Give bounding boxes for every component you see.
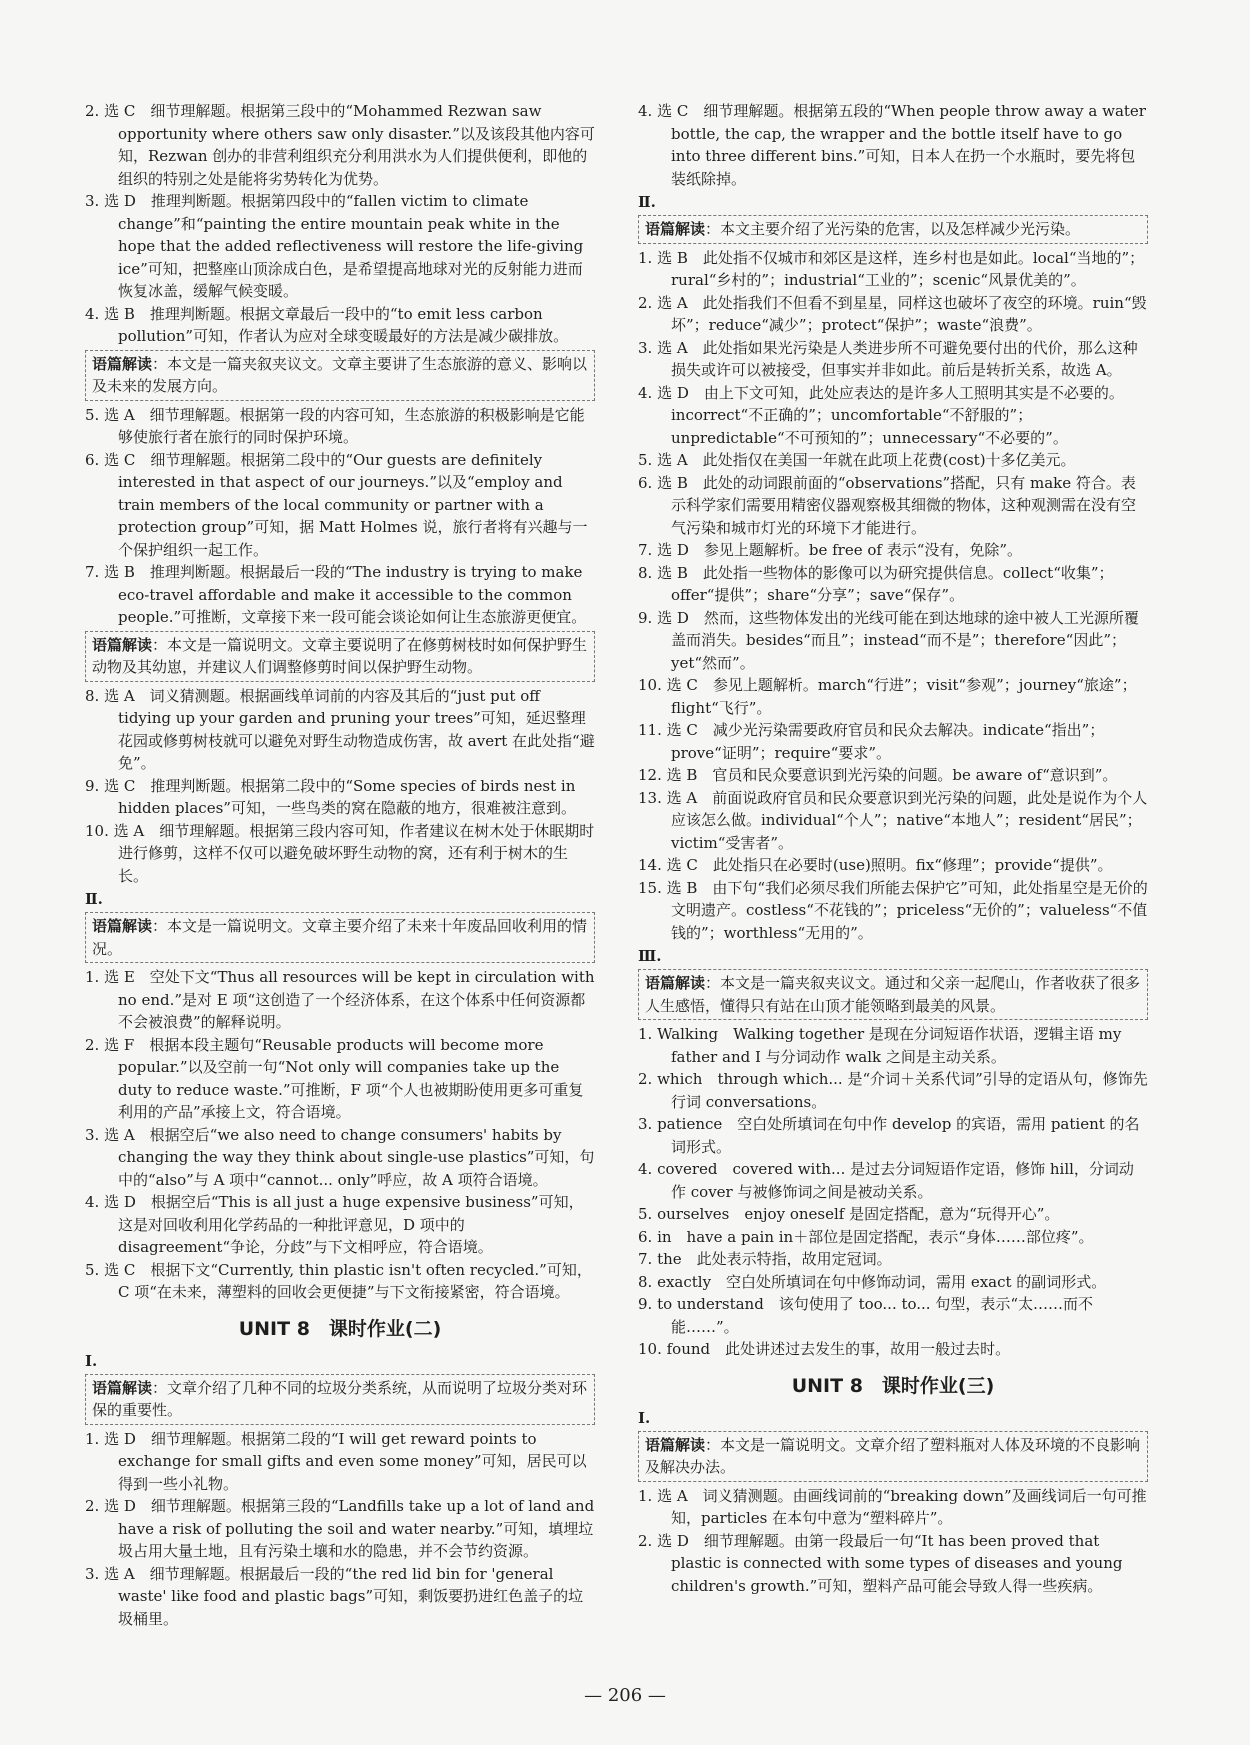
passage-summary-text: ：本文是一篇说明文。文章主要说明了在修剪树枝时如何保护野生动物及其幼崽，并建议人们调整修剪时间以保护野生动物。 bbox=[92, 635, 588, 676]
answer-item: 4. 选 C 细节理解题。根据第五段的“When people throw away a water bottle, the cap, the wrapper and the bottle itself have to go into three different bins.”可知，日本人在扔一个水瓶时，要先将包装纸除掉。 bbox=[638, 102, 1146, 188]
passage-summary-box bbox=[638, 1431, 1148, 1482]
answer-item: 9. to understand 该句使用了 too... to... 句型，表示“太……而不能……”。 bbox=[638, 1295, 1094, 1336]
answer-item: 5. 选 A 此处指仅在美国一年就在此项上花费(cost)十多亿美元。 bbox=[638, 451, 1076, 469]
part-numeral: Ⅱ. bbox=[85, 890, 103, 908]
answer-item: 5. 选 A 细节理解题。根据第一段的内容可知，生态旅游的积极影响是它能够使旅行者在旅行的同时保护环境。 bbox=[85, 405, 585, 446]
passage-summary-box bbox=[85, 350, 595, 401]
answer-item: 14. 选 C 此处指只在必要时(use)照明。fix“修理”；provide“提供”。 bbox=[638, 856, 1113, 874]
passage-summary-box bbox=[85, 631, 595, 682]
answer-item: 4. 选 B 推理判断题。根据文章最后一段中的“to emit less carbon pollution”可知，作者认为应对全球变暖最好的方法是减少碳排放。 bbox=[85, 304, 569, 345]
left-column bbox=[85, 100, 595, 1630]
answer-item: 3. 选 A 此处指如果光污染是人类进步所不可避免要付出的代价，那么这种损失或许可以被接受，但事实并非如此。前后是转折关系，故选 A。 bbox=[638, 338, 1138, 379]
answer-item: 10. 选 A 细节理解题。根据第三段内容可知，作者建议在树木处于休眠期时进行修剪，这样不仅可以避免破坏野生动物的窝，还有利于树木的生长。 bbox=[85, 821, 595, 885]
passage-summary-text: ：文章介绍了几种不同的垃圾分类系统，从而说明了垃圾分类对环保的重要性。 bbox=[92, 1378, 588, 1419]
answer-item: 1. 选 A 词义猜测题。由画线词前的“breaking down”及画线词后一句可推知，particles 在本句中意为“塑料碎片”。 bbox=[638, 1486, 1147, 1527]
passage-summary-label: 语篇解读 bbox=[92, 1378, 153, 1397]
answer-item: 4. 选 D 根据空后“This is all just a huge expensive business”可知，这是对回收利用化学药品的一种批评意见，D 项中的 disagreement“争论，分歧”与下文相呼应，符合语境。 bbox=[85, 1193, 584, 1256]
passage-summary-box bbox=[85, 912, 595, 963]
answer-item: 2. 选 F 根据本段主题句“Reusable products will become more popular.”以及空前一句“Not only will companies take up the duty to reduce waste.”可推断，F 项“个人也被期盼使用更多可重复利用的产品”承接上文，符合语境。 bbox=[85, 1035, 584, 1121]
answer-item: 8. 选 A 词义猜测题。根据画线单词前的内容及其后的“just put off tidying up your garden and pruning your trees”可知，延迟整理花园或修剪树枝就可以避免对野生动物造成伤害，故 avert 在此处指“避免”。 bbox=[85, 686, 595, 772]
page-number: — 206 — bbox=[584, 1685, 666, 1706]
part-numeral: Ⅱ. bbox=[638, 193, 656, 211]
answer-item: 2. 选 D 细节理解题。由第一段最后一句“It has been proved that plastic is connected with some types of diseases and young children's growth.”可知，塑料产品可能会导致人得一些疾病。 bbox=[638, 1531, 1123, 1595]
answer-item: 11. 选 C 减少光污染需要政府官员和民众去解决。indicate“指出”；prove“证明”；require“要求”。 bbox=[638, 721, 1105, 762]
answer-item: 3. 选 D 推理判断题。根据第四段中的“fallen victim to climate change”和“painting the entire mountain peak white in the hope that the added reflectiveness will restore the life-giving ice”可知，把整座山顶涂成白色，是希望提高地球对光的反射能力进而恢复冰盖，缓解气候变暖。 bbox=[85, 192, 584, 300]
answer-item: 10. 选 C 参见上题解析。march“行进”；visit“参观”；journey“旅途”；flight“飞行”。 bbox=[638, 676, 1137, 717]
answer-item: 5. ourselves enjoy oneself 是固定搭配，意为“玩得开心”。 bbox=[638, 1205, 1060, 1223]
answer-item: 15. 选 B 由下句“我们必须尽我们所能去保护它”可知，此处指星空是无价的文明遗产。costless“不花钱的”；priceless“无价的”；valueless“不值钱的”；worthless“无用的”。 bbox=[638, 878, 1148, 942]
passage-summary-label: 语篇解读 bbox=[645, 1435, 706, 1454]
answer-item: 7. 选 B 推理判断题。根据最后一段的“The industry is trying to make eco-travel affordable and make it accessible to the common people.”可推断，文章接下来一段可能会谈论如何让生态旅游更便宜。 bbox=[85, 563, 587, 626]
answer-item: 6. 选 C 细节理解题。根据第二段中的“Our guests are definitely interested in that aspect of our journeys.”以及“employ and train members of the local community or partner with a protection group”可知，据 Matt Holmes 说，旅行者将有兴趣与一个保护组织一起工作。 bbox=[85, 450, 588, 559]
answer-item: 13. 选 A 前面说政府官员和民众要意识到光污染的问题，此处是说作为个人应该怎么做。individual“个人”；native“本地人”；resident“居民”；victim“受害者”。 bbox=[638, 788, 1148, 852]
passage-summary-box bbox=[638, 969, 1148, 1020]
answer-item: 7. 选 D 参见上题解析。be free of 表示“没有，免除”。 bbox=[638, 541, 1023, 559]
passage-summary-label: 语篇解读 bbox=[645, 220, 706, 238]
answer-item: 3. 选 A 细节理解题。根据最后一段的“the red lid bin for 'general waste' like food and plastic bags”可知，剩饭要扔进红色盖子的垃圾桶里。 bbox=[85, 1564, 584, 1628]
answer-item: 7. the 此处表示特指，故用定冠词。 bbox=[638, 1250, 892, 1268]
answer-item: 6. 选 B 此处的动词跟前面的“observations”搭配，只有 make 符合。表示科学家们需要用精密仪器观察极其细微的物体，这种观测需在没有空气污染和城市灯光的环境下才能进行。 bbox=[638, 473, 1137, 537]
section-heading: UNIT 8 课时作业(三) bbox=[791, 1374, 995, 1397]
answer-item: 3. patience 空白处所填词在句中作 develop 的宾语，需用 patient 的名词形式。 bbox=[638, 1115, 1140, 1156]
answer-item: 4. 选 D 由上下文可知，此处应表达的是许多人工照明其实是不必要的。incorrect“不正确的”；uncomfortable“不舒服的”；unpredictable“不可预知的”；unnecessary“不必要的”。 bbox=[638, 383, 1124, 447]
passage-summary-label: 语篇解读 bbox=[92, 635, 153, 654]
section-heading: UNIT 8 课时作业(二) bbox=[238, 1317, 442, 1340]
answer-item: 1. 选 E 空处下文“Thus all resources will be kept in circulation with no end.”是对 E 项“这创造了一个经济体系，在这个体系中任何资源都不会被浪费”的解释说明。 bbox=[85, 968, 595, 1031]
answer-item: 2. which through which... 是“介词＋关系代词”引导的定语从句，修饰先行词 conversations。 bbox=[638, 1070, 1148, 1111]
answer-item: 1. 选 D 细节理解题。根据第二段的“I will get reward points to exchange for small gifts and even some money”可知，居民可以得到一些小礼物。 bbox=[85, 1429, 587, 1493]
answer-item: 4. covered covered with... 是过去分词短语作定语，修饰 hill，分词动作 cover 与被修饰词之间是被动关系。 bbox=[638, 1160, 1134, 1201]
part-numeral: Ⅰ. bbox=[85, 1351, 98, 1370]
answer-item: 2. 选 C 细节理解题。根据第三段中的“Mohammed Rezwan saw opportunity where others saw only disaster.”以及该段其他内容可知，Rezwan 创办的非营利组织充分利用洪水为人们提供便利，即他的组织的特别之处是能将劣势转化为优势。 bbox=[85, 102, 595, 188]
answer-item: 10. found 此处讲述过去发生的事，故用一般过去时。 bbox=[638, 1340, 1011, 1358]
answer-item: 2. 选 D 细节理解题。根据第三段的“Landfills take up a lot of land and have a risk of polluting the soil and water nearby.”可知，填埋垃圾占用大量土地，且有污染土壤和水的隐患，并不会节约资源。 bbox=[85, 1497, 595, 1560]
passage-summary-box bbox=[85, 1374, 595, 1425]
answer-item: 1. Walking Walking together 是现在分词短语作状语，逻辑主语 my father and I 与分词动作 walk 之间是主动关系。 bbox=[638, 1025, 1122, 1066]
passage-summary-label: 语篇解读 bbox=[92, 917, 153, 935]
answer-item: 8. exactly 空白处所填词在句中修饰动词，需用 exact 的副词形式。 bbox=[638, 1272, 1107, 1291]
part-numeral: Ⅰ. bbox=[638, 1408, 651, 1427]
answer-item: 6. in have a pain in＋部位是固定搭配，表示“身体……部位疼”。 bbox=[638, 1227, 1094, 1246]
passage-summary-text: ：本文主要介绍了光污染的危害，以及怎样减少光污染。 bbox=[705, 220, 1081, 238]
passage-summary-text: ：本文是一篇夹叙夹议文。文章主要讲了生态旅游的意义、影响以及未来的发展方向。 bbox=[92, 354, 588, 395]
answer-item: 9. 选 D 然而，这些物体发出的光线可能在到达地球的途中被人工光源所覆盖而消失。besides“而且”；instead“而不是”；therefore“因此”；yet“然而”。 bbox=[638, 608, 1139, 672]
answer-item: 2. 选 A 此处指我们不但看不到星星，同样这也破坏了夜空的环境。ruin“毁坏”；reduce“减少”；protect“保护”；waste“浪费”。 bbox=[638, 293, 1147, 334]
passage-summary-label: 语篇解读 bbox=[92, 354, 153, 373]
answer-item: 1. 选 B 此处指不仅城市和郊区是这样，连乡村也是如此。local“当地的”；rural“乡村的”；industrial“工业的”；scenic“风景优美的”。 bbox=[638, 248, 1145, 289]
passage-summary-label: 语篇解读 bbox=[645, 974, 706, 992]
answer-item: 8. 选 B 此处指一些物体的影像可以为研究提供信息。collect“收集”；offer“提供”；share“分享”；save“保存”。 bbox=[638, 563, 1114, 604]
answer-item: 5. 选 C 根据下文“Currently, thin plastic isn't often recycled.”可知，C 项“在未来，薄塑料的回收会更便捷”与下文衔接紧密，符合语境。 bbox=[85, 1260, 592, 1301]
answer-item: 3. 选 A 根据空后“we also need to change consumers' habits by changing the way they think about single-use plastics”可知，句中的“also”与 A 项中“cannot... only”呼应，故 A 项符合语境。 bbox=[85, 1125, 595, 1189]
part-numeral: Ⅲ. bbox=[638, 947, 662, 965]
answer-item: 9. 选 C 推理判断题。根据第二段中的“Some species of birds nest in hidden places”可知，一些鸟类的窝在隐蔽的地方，很难被注意到。 bbox=[85, 776, 576, 817]
passage-summary-box bbox=[638, 215, 1148, 244]
answer-item: 12. 选 B 官员和民众要意识到光污染的问题。be aware of“意识到”。 bbox=[638, 766, 1118, 784]
passage-summary-text: ：本文是一篇说明文。文章介绍了塑料瓶对人体及环境的不良影响及解决办法。 bbox=[645, 1435, 1141, 1476]
right-column bbox=[638, 100, 1148, 1597]
passage-summary-text: ：本文是一篇夹叙夹议文。通过和父亲一起爬山，作者收获了很多人生感悟，懂得只有站在山顶才能领略到最美的风景。 bbox=[645, 974, 1141, 1015]
passage-summary-text: ：本文是一篇说明文。文章主要介绍了未来十年废品回收利用的情况。 bbox=[92, 917, 588, 958]
